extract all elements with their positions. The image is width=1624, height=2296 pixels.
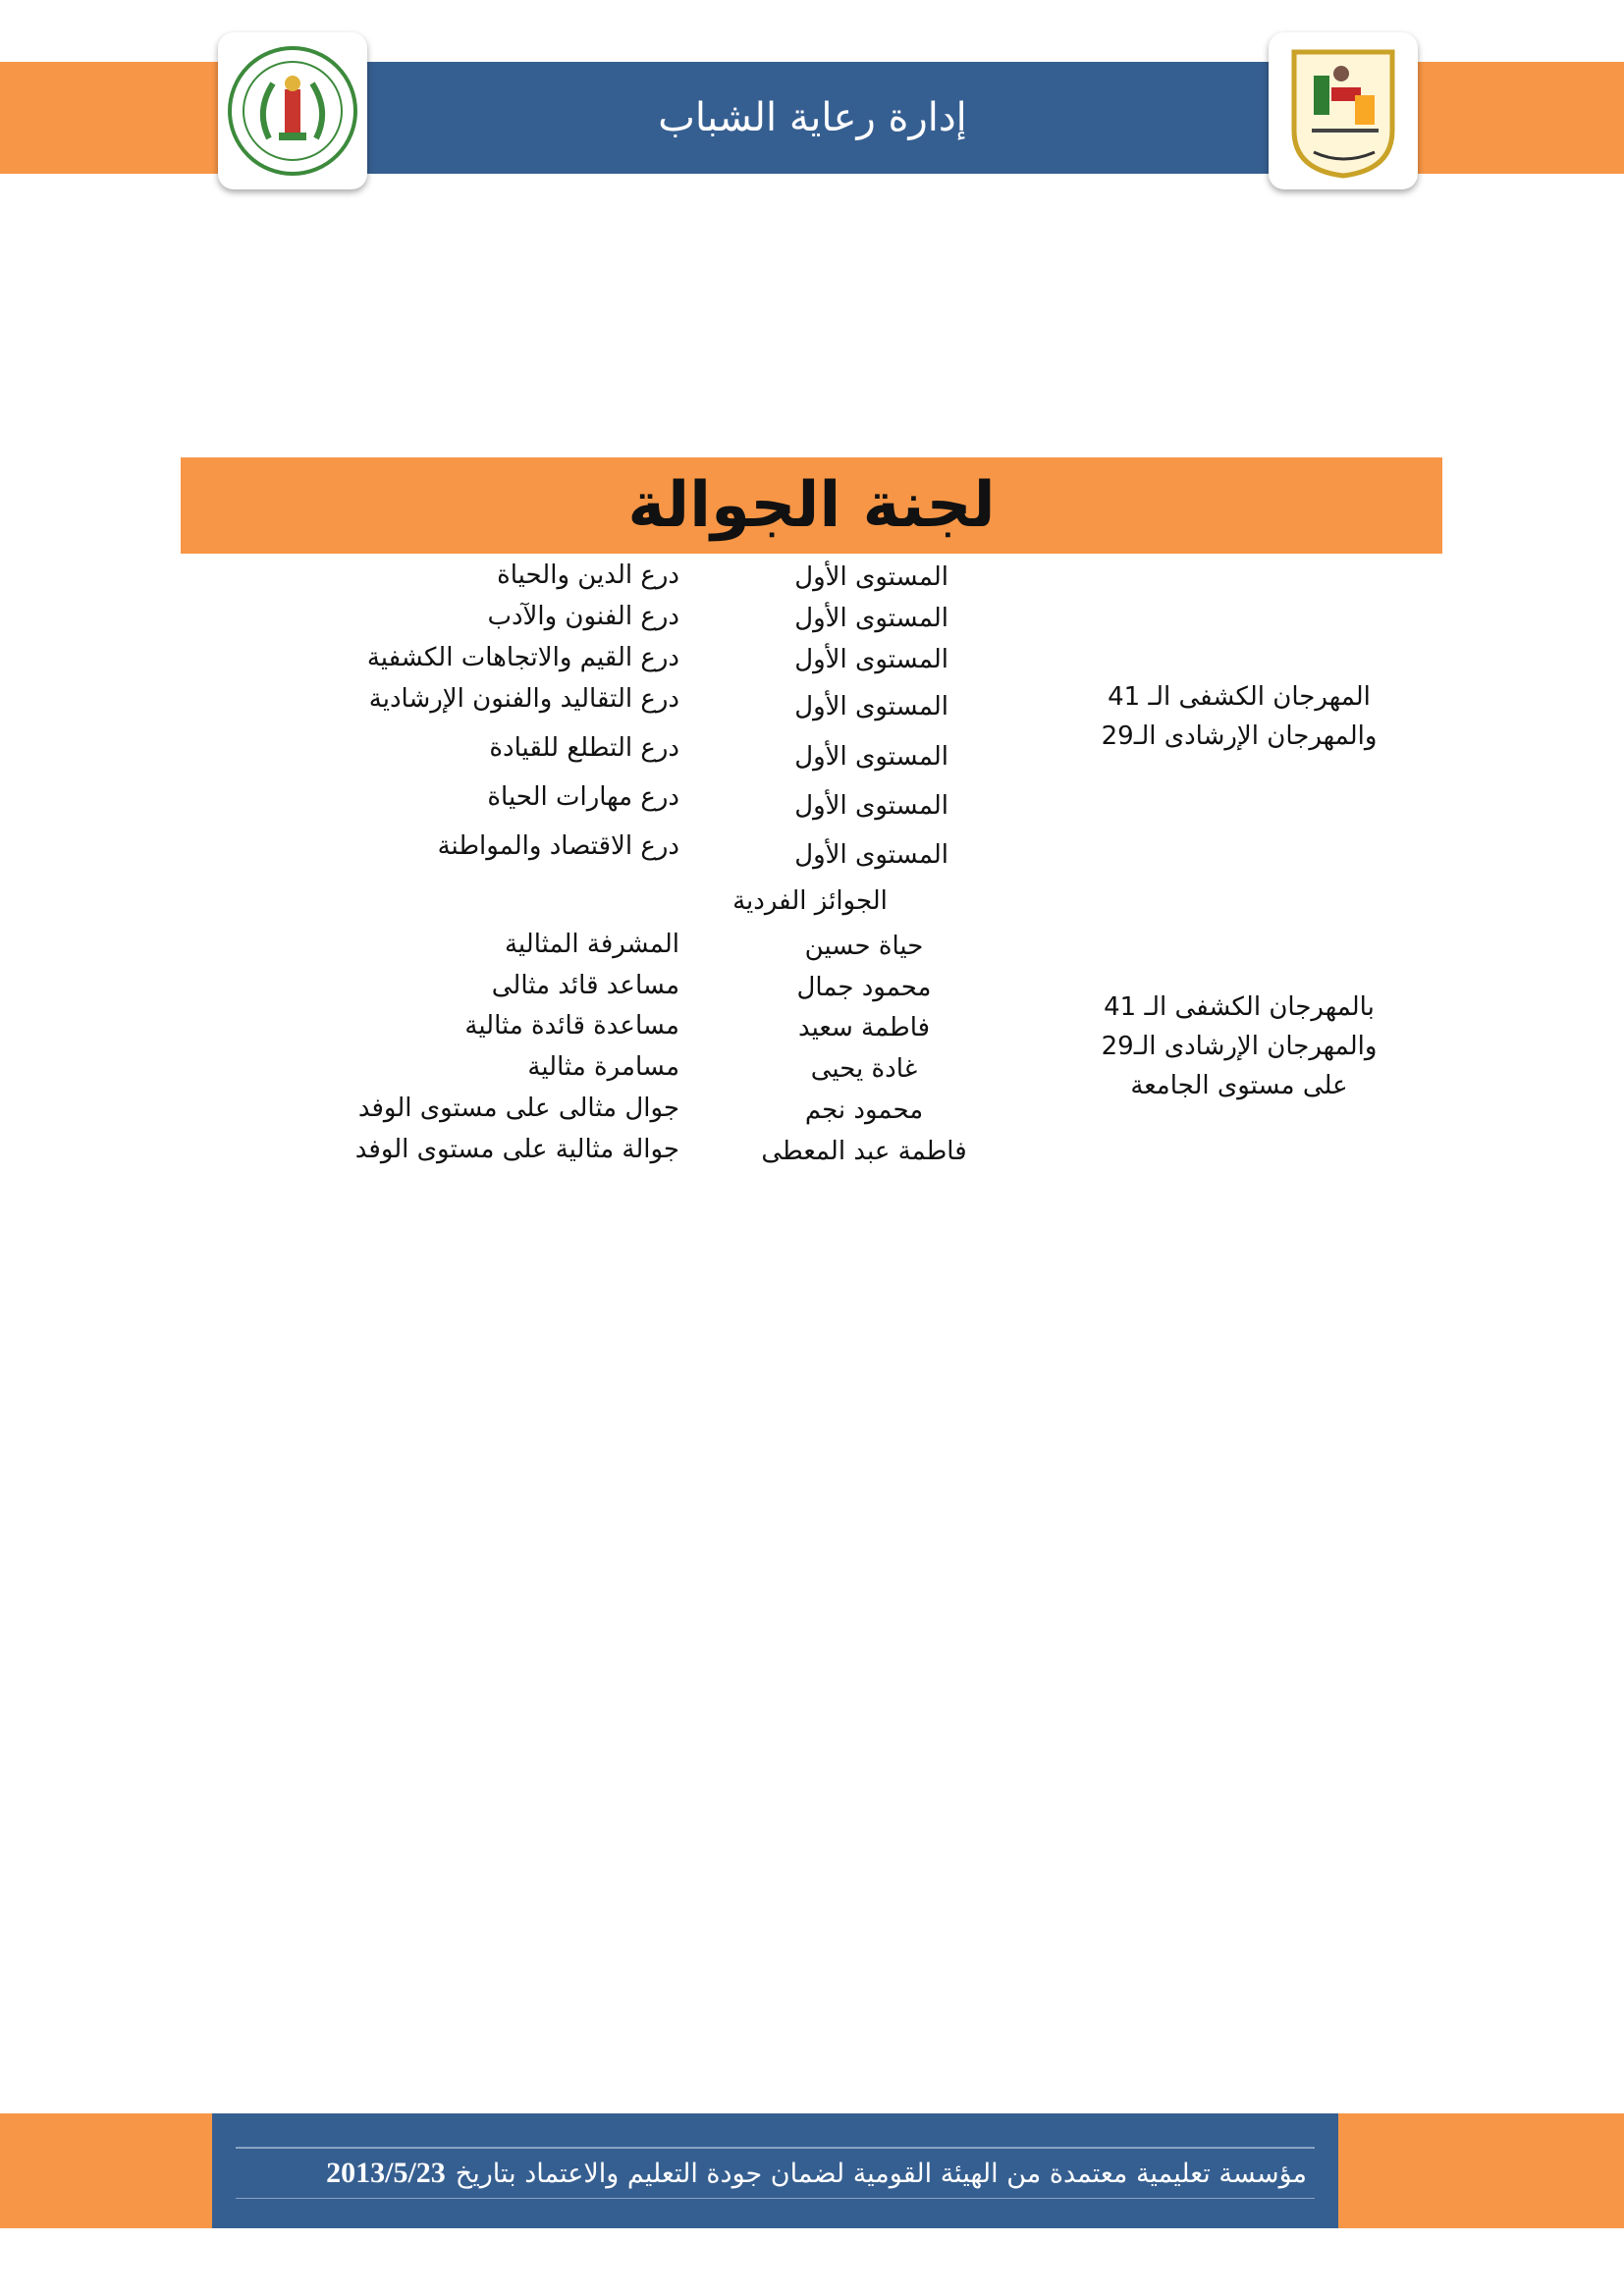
accreditation-text: مؤسسة تعليمية معتمدة من الهيئة القومية لضمان جودة التعليم والاعتماد بتاريخ xyxy=(455,2158,1307,2189)
group2-event-line-2: والمهرجان الإرشادى الـ29 xyxy=(1101,1032,1378,1061)
group2-event-line-3: على مستوى الجامعة xyxy=(1130,1071,1348,1100)
group2-name-4: غادة يحيى xyxy=(810,1054,918,1084)
footer-band-right xyxy=(1338,2113,1624,2228)
group2-name-6: فاطمة عبد المعطى xyxy=(761,1137,967,1166)
footer-bar xyxy=(212,2113,1338,2228)
group2-award-5: جوال مثالى على مستوى الوفد xyxy=(357,1094,679,1123)
group1-award-4: درع التقاليد والفنون الإرشادية xyxy=(368,684,679,714)
accreditation-statement xyxy=(236,2147,1315,2199)
group1-award-6: درع مهارات الحياة xyxy=(487,782,679,812)
faculty-of-agriculture-seal-icon xyxy=(226,44,359,178)
individual-awards-label: الجوائز الفردية xyxy=(732,886,888,916)
group1-level-7: المستوى الأول xyxy=(794,840,948,870)
group1-award-7: درع الاقتصاد والمواطنة xyxy=(437,831,679,861)
group2-award-1: المشرفة المثالية xyxy=(504,930,679,959)
group2-award-3: مساعدة قائدة مثالية xyxy=(464,1011,679,1041)
group1-award-3: درع القيم والاتجاهات الكشفية xyxy=(366,643,679,672)
university-logo xyxy=(1269,32,1418,189)
header-title-bar xyxy=(353,62,1272,174)
group1-level-4: المستوى الأول xyxy=(794,692,948,721)
group2-name-1: حياة حسين xyxy=(804,932,924,961)
header-band-left xyxy=(0,62,220,174)
cairo-university-logo-icon xyxy=(1284,42,1402,180)
header-title: إدارة رعاية الشباب xyxy=(658,95,967,140)
section-title: لجنة الجوالة xyxy=(627,469,996,542)
group1-event-line-2: والمهرجان الإرشادى الـ29 xyxy=(1101,721,1378,751)
group1-award-1: درع الدين والحياة xyxy=(497,561,679,590)
group2-award-4: مسامرة مثالية xyxy=(527,1052,679,1082)
group2-event-line-1: بالمهرجان الكشفى الـ 41 xyxy=(1104,992,1375,1022)
group2-award-6: جوالة مثالية على مستوى الوفد xyxy=(354,1135,679,1164)
faculty-logo xyxy=(218,32,367,189)
group2-award-2: مساعد قائد مثالى xyxy=(491,971,679,1000)
group2-name-5: محمود نجم xyxy=(804,1095,924,1125)
group1-award-2: درع الفنون والآدب xyxy=(487,602,679,631)
group1-award-5: درع التطلع للقيادة xyxy=(489,733,679,763)
group1-level-2: المستوى الأول xyxy=(794,604,948,633)
group1-level-5: المستوى الأول xyxy=(794,742,948,772)
group1-event-line-1: المهرجان الكشفى الـ 41 xyxy=(1108,682,1371,712)
accreditation-date: 2013/5/23 xyxy=(326,2157,446,2189)
footer-band-left xyxy=(0,2113,212,2228)
group1-level-1: المستوى الأول xyxy=(794,562,948,592)
group2-name-3: فاطمة سعيد xyxy=(797,1013,931,1042)
group2-name-2: محمود جمال xyxy=(796,973,932,1002)
section-title-bar xyxy=(181,457,1442,554)
group1-level-6: المستوى الأول xyxy=(794,791,948,821)
group1-level-3: المستوى الأول xyxy=(794,645,948,674)
